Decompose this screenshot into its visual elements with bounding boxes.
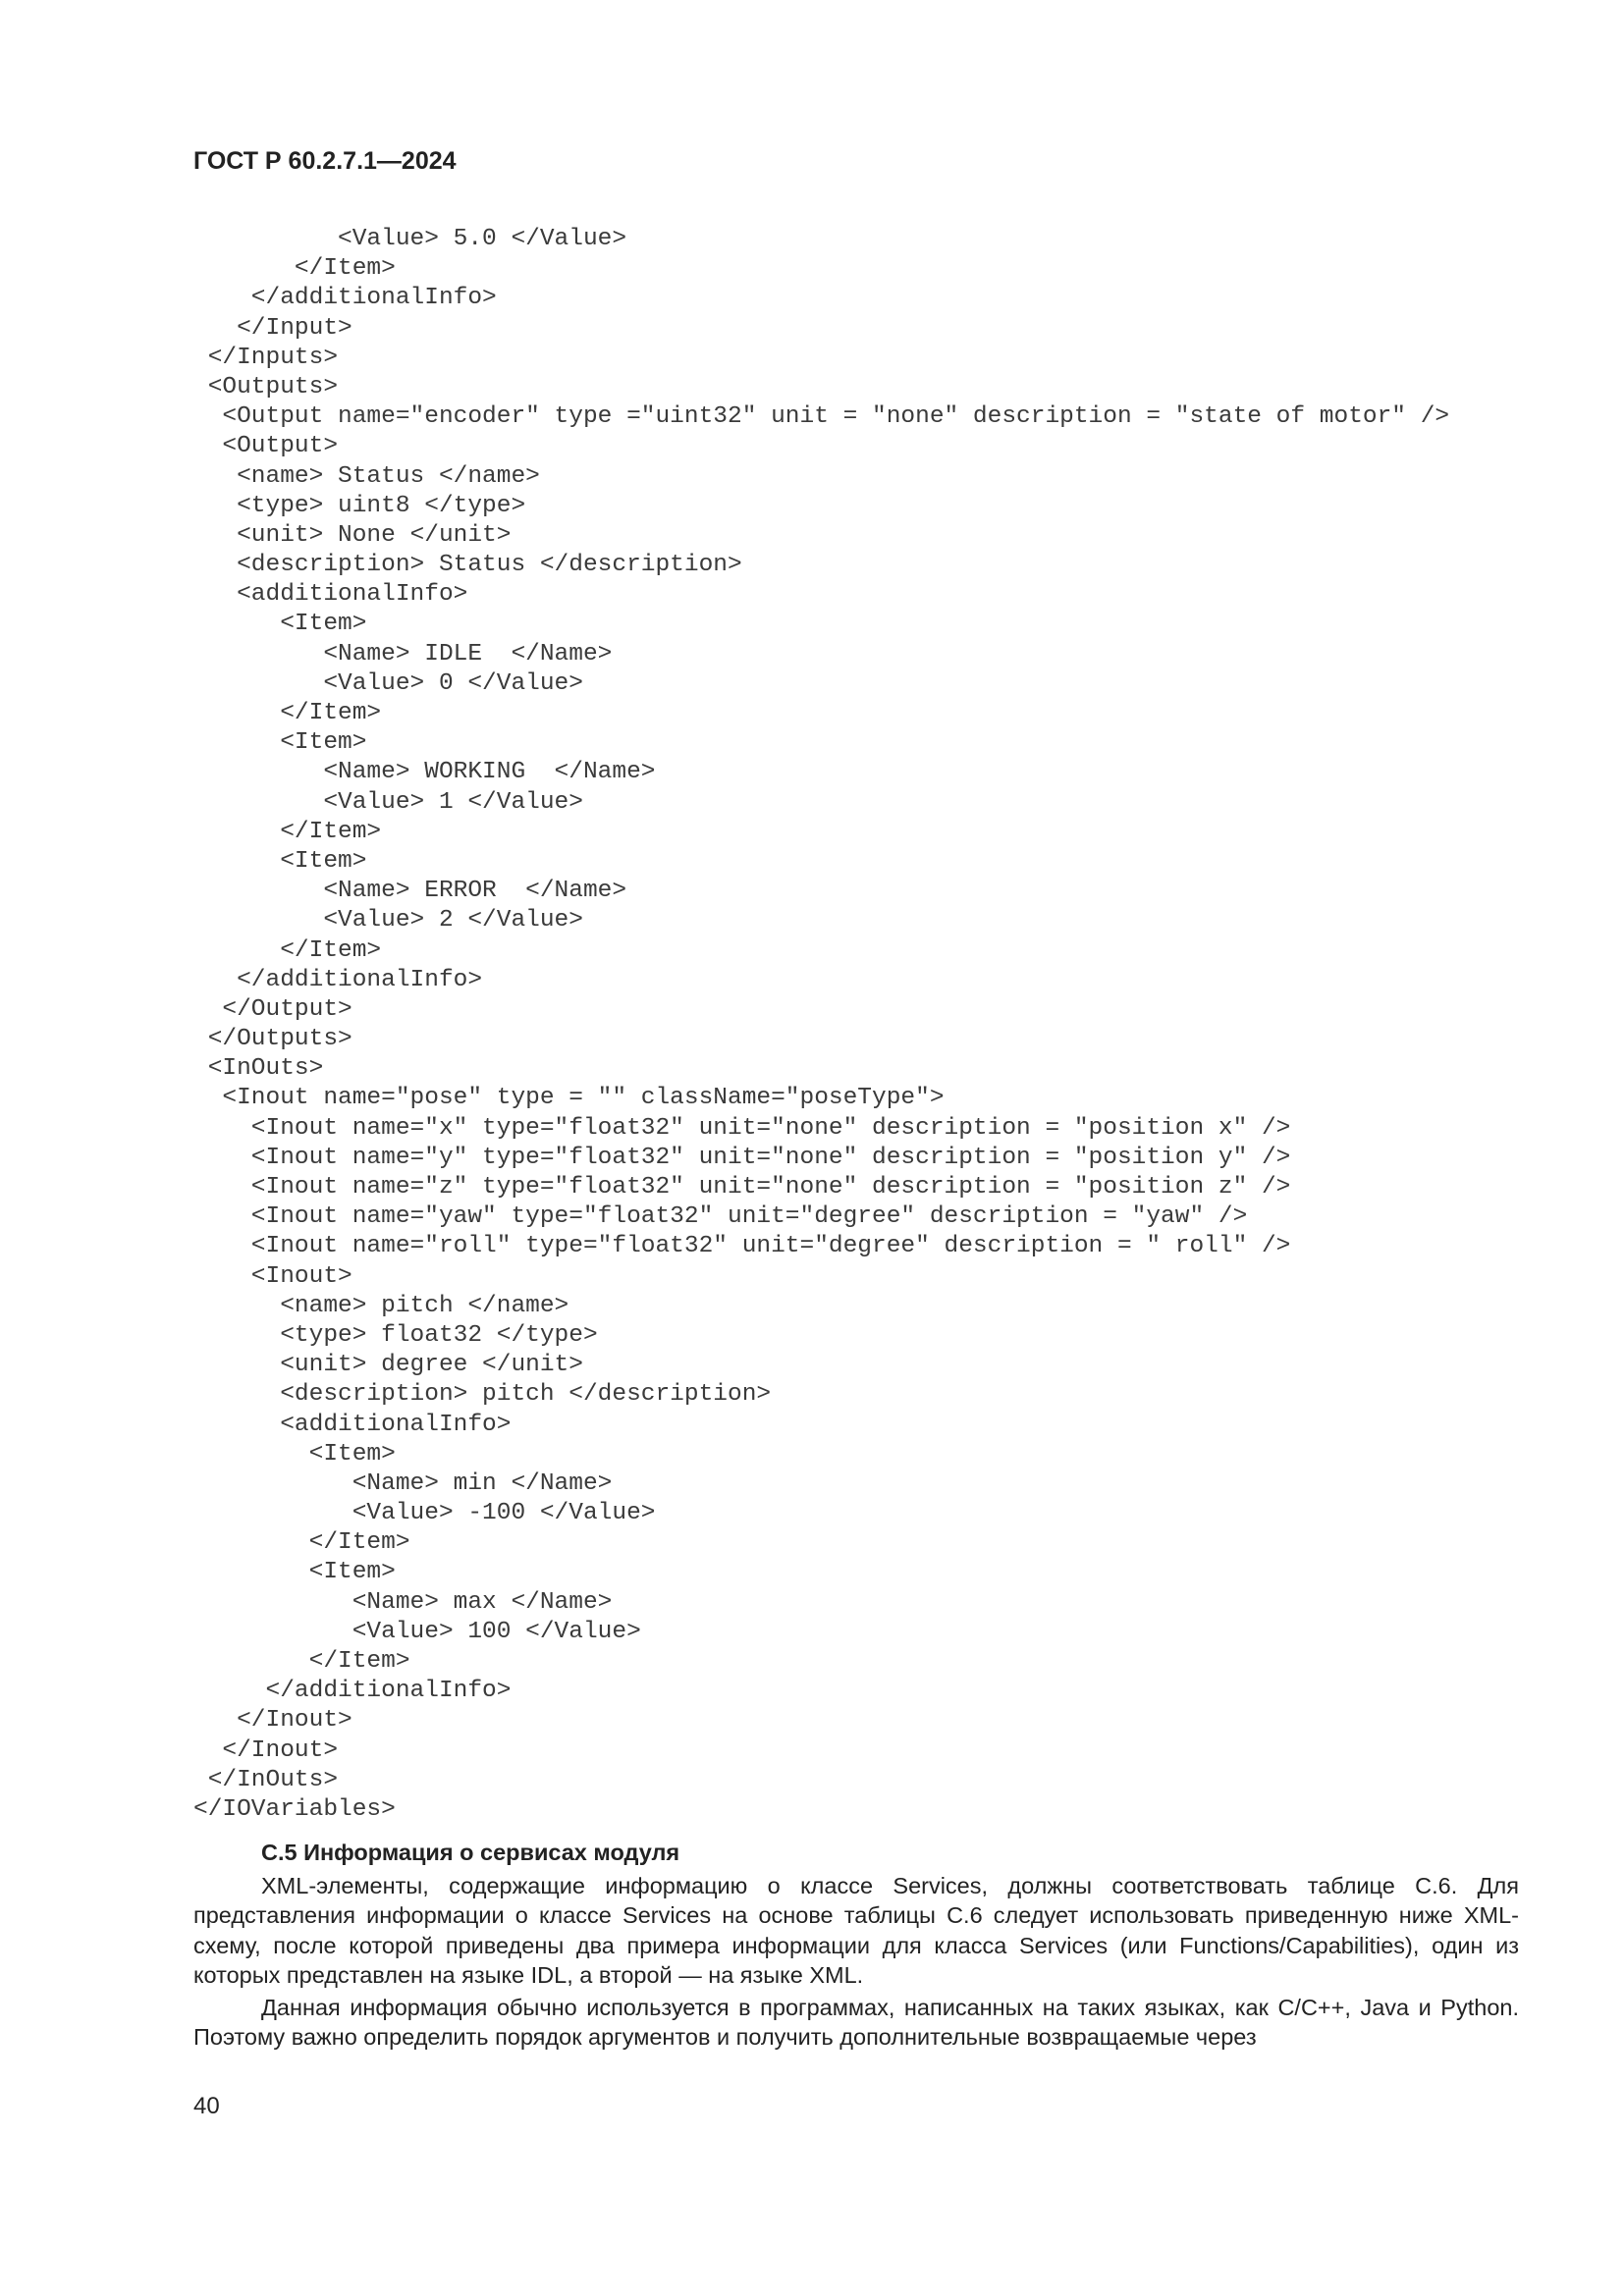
code-line: <Inout name="y" type="float32" unit="none" description = "position y" /> bbox=[193, 1144, 1291, 1171]
code-line: <Value> 1 </Value> bbox=[193, 788, 583, 816]
code-line: <Item> bbox=[193, 729, 367, 757]
code-line: <Outputs> bbox=[193, 373, 339, 400]
code-line: <type> uint8 </type> bbox=[193, 492, 526, 519]
code-line: </Output> bbox=[193, 995, 352, 1023]
code-line: </additionalInfo> bbox=[193, 966, 483, 993]
code-line: </Item> bbox=[193, 1648, 410, 1675]
code-line: <Inout> bbox=[193, 1262, 352, 1290]
code-line: </Outputs> bbox=[193, 1026, 352, 1053]
code-line: </Item> bbox=[193, 936, 382, 964]
code-line: <Inout name="x" type="float32" unit="none" description = "position x" /> bbox=[193, 1114, 1291, 1142]
code-line: <description> Status </description> bbox=[193, 552, 742, 579]
code-line: <Item> bbox=[193, 847, 367, 875]
code-line: <Inout name="pose" type = "" className="poseType"> bbox=[193, 1085, 945, 1112]
code-line: </Inout> bbox=[193, 1736, 339, 1764]
code-line: <Name> IDLE </Name> bbox=[193, 640, 613, 667]
paragraph: XML-элементы, содержащие информацию о классе Services, должны соответствовать таблице С.6. Для представления информации о классе Services на основе таблицы С.6 следует использовать приведенную ниже XML-схему, после которой приведены два примера информации для класса Services (или Functions/Capabilities), один из которых представлен на языке IDL, а второй — на языке XML. bbox=[193, 1873, 1519, 1988]
code-line: <Inout name="z" type="float32" unit="none" description = "position z" /> bbox=[193, 1174, 1291, 1201]
code-line: <additionalInfo> bbox=[193, 1411, 512, 1438]
code-line: <Item> bbox=[193, 1559, 396, 1586]
code-line: <unit> None </unit> bbox=[193, 521, 512, 549]
section-title: С.5 Информация о сервисах модуля bbox=[261, 1840, 680, 1865]
code-line: <name> pitch </name> bbox=[193, 1292, 569, 1319]
code-line: <Value> 2 </Value> bbox=[193, 907, 583, 934]
code-line: <Value> 5.0 </Value> bbox=[193, 226, 627, 252]
paragraph: Данная информация обычно используется в программах, написанных на таких языках, как C/C++, Java и Python. Поэтому важно определить порядок аргументов и получить дополнительные возвращаемые через bbox=[193, 1995, 1519, 2051]
code-line: </additionalInfo> bbox=[193, 285, 497, 312]
code-line: <Inout name="yaw" type="float32" unit="degree" description = "yaw" /> bbox=[193, 1203, 1248, 1231]
code-line: <Value> 0 </Value> bbox=[193, 669, 583, 697]
code-line: <Output name="encoder" type ="uint32" unit = "none" description = "state of motor" /> bbox=[193, 403, 1450, 431]
code-line: <Name> min </Name> bbox=[193, 1469, 613, 1497]
code-line: </Item> bbox=[193, 818, 382, 845]
code-line: </Item> bbox=[193, 700, 382, 726]
code-line: <Inout name="roll" type="float32" unit="degree" description = " roll" /> bbox=[193, 1233, 1291, 1260]
code-line: </Input> bbox=[193, 314, 352, 342]
code-line: <type> float32 </type> bbox=[193, 1321, 598, 1349]
xml-code-listing bbox=[193, 225, 1449, 1825]
page-number: 40 bbox=[193, 2093, 220, 2119]
section-body bbox=[193, 1871, 1519, 2056]
code-line: <Value> 100 </Value> bbox=[193, 1618, 641, 1645]
code-line: </additionalInfo> bbox=[193, 1678, 512, 1705]
code-line: </Inout> bbox=[193, 1707, 352, 1735]
code-line: <additionalInfo> bbox=[193, 581, 468, 609]
code-line: </Inputs> bbox=[193, 344, 339, 371]
code-line: <InOuts> bbox=[193, 1055, 324, 1083]
code-line: <Item> bbox=[193, 1440, 396, 1468]
code-line: <Value> -100 </Value> bbox=[193, 1500, 656, 1527]
code-line: </Item> bbox=[193, 255, 396, 283]
code-line: <description> pitch </description> bbox=[193, 1381, 772, 1409]
document-header: ГОСТ Р 60.2.7.1—2024 bbox=[193, 147, 457, 175]
code-line: <Name> WORKING </Name> bbox=[193, 759, 656, 786]
code-line: <Item> bbox=[193, 611, 367, 638]
code-line: </Item> bbox=[193, 1529, 410, 1557]
code-line: <Name> max </Name> bbox=[193, 1588, 613, 1616]
code-line: </InOuts> bbox=[193, 1766, 339, 1793]
code-line: <Name> ERROR </Name> bbox=[193, 878, 627, 905]
code-line: <unit> degree </unit> bbox=[193, 1352, 583, 1379]
code-line: <Output> bbox=[193, 433, 339, 460]
code-line: </IOVariables> bbox=[193, 1795, 396, 1823]
code-line: <name> Status </name> bbox=[193, 462, 540, 490]
